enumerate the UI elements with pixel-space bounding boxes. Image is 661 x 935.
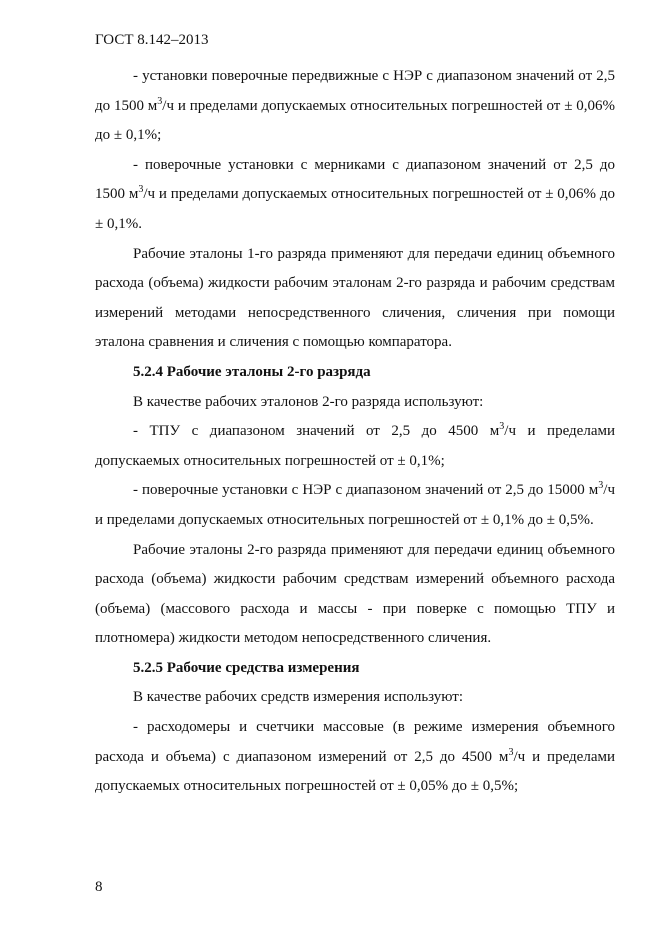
list-item-mass-flowmeters: - расходомеры и счетчики массовые (в режиме измерения объемного расхода и объема) с диапазоном измерений от 2,5 до 4500 $м^3/ч$ и пределами допускаемых относительных погрешностей от ± 0,05% до ± 0,5%;	[95, 719, 615, 795]
section-heading-5-2-5: 5.2.5 Рабочие средства измерения	[133, 659, 360, 676]
list-item-tpu: - ТПУ с диапазоном значений от 2,5 до 4500 $м^3/ч$ и пределами допускаемых относительных погрешностей от ± 0,1%;	[95, 421, 616, 469]
document-body	[95, 62, 615, 802]
superscript-cubic: 3	[138, 184, 144, 196]
superscript-cubic: 3	[499, 421, 505, 433]
list-item-measuring-tank-installations: - поверочные установки с мерниками с диапазоном значений от 2,5 до 1500 $м^3/ч$ и пределами допускаемых относительных погрешностей от ± 0,06% до ± 0,1%.	[95, 156, 615, 232]
list-item-mobile-installations: - установки поверочные передвижные с НЭР с диапазоном значений от 2,5 до 1500 $м^3/ч$ и пределами допускаемых относительных погрешностей от ± 0,06% до ± 0,1%;	[95, 68, 615, 144]
paragraph-working-instruments-intro: В качестве рабочих средств измерения используют:	[133, 689, 464, 706]
superscript-cubic: 3	[508, 746, 514, 758]
paragraph-second-grade-usage: Рабочие эталоны 2-го разряда применяют для передачи единиц объемного расхода (объема) жидкости рабочим средствам измерений объемного расхода (объема) (массового расхода и массы - при поверке с помощью ТПУ и плотномера) жидкости методом непосредственного сличения.	[95, 541, 615, 647]
page-number: 8	[95, 879, 103, 895]
superscript-cubic: 3	[157, 95, 163, 107]
list-item-ner-installations: - поверочные установки с НЭР с диапазоном значений от 2,5 до 15000 $м^3/ч$ и пределами допускаемых относительных погрешностей от ± 0,1% до ± 0,5%.	[95, 480, 615, 528]
document-header: ГОСТ 8.142–2013	[95, 32, 209, 48]
superscript-cubic: 3	[598, 480, 604, 492]
paragraph-second-grade-intro: В качестве рабочих эталонов 2-го разряда используют:	[133, 393, 484, 410]
section-heading-5-2-4: 5.2.4 Рабочие эталоны 2-го разряда	[133, 363, 371, 380]
paragraph-first-grade-usage: Рабочие эталоны 1-го разряда применяют для передачи единиц объемного расхода (объема) жидкости рабочим эталонам 2-го разряда и рабочим средствам измерений методами непосредственного сличения, сличения при помощи эталона сравнения и сличения с помощью компаратора.	[95, 245, 615, 351]
